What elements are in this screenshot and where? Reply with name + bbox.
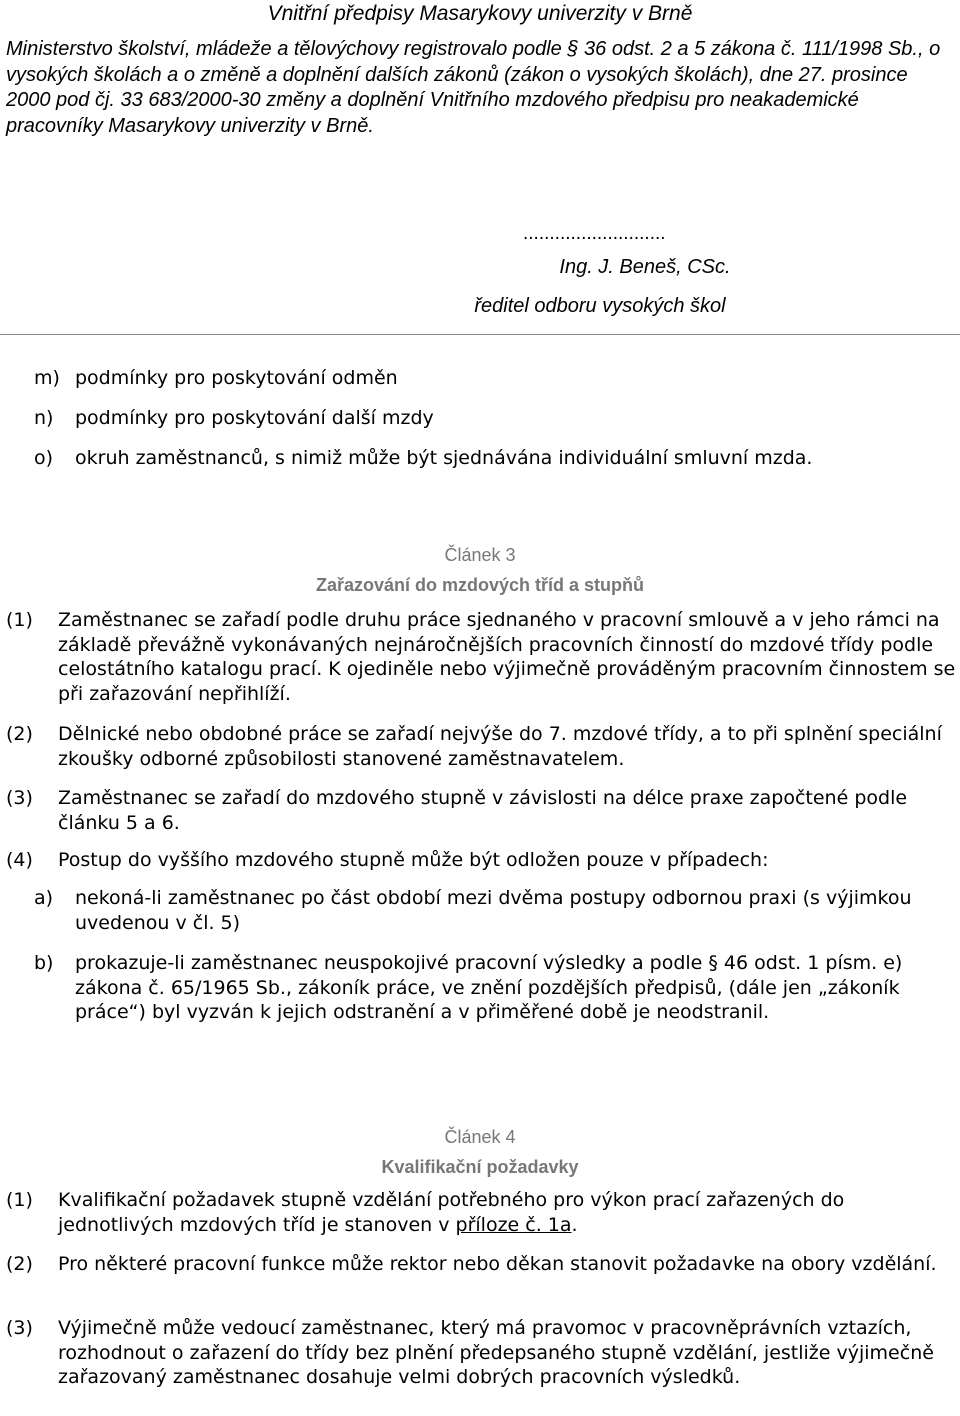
article-4-paragraph-1 xyxy=(6,1188,956,1237)
article-4-title: Kvalifikační požadavky xyxy=(381,1157,579,1177)
list-item-label: n) xyxy=(34,407,54,429)
list-item-label: m) xyxy=(34,367,60,389)
paragraph-text-end: . xyxy=(571,1213,578,1236)
article-4-paragraph-3 xyxy=(6,1316,956,1390)
paragraph-text: Výjimečně může vedoucí zaměstnanec, který má pravomoc v pracovněprávních vztazích, rozhodnout o zařazení do třídy bez plnění předepsaného stupně vzdělání, jestliže výjimečně zařazovaný zaměstnanec dosahuje velmi dobrých pracovních výsledků. xyxy=(58,1317,934,1388)
paragraph-number: (2) xyxy=(6,1253,33,1275)
registration-note: Ministerstvo školství, mládeže a tělovýchovy registrovalo podle § 36 odst. 2 a 5 zákona č. 111/1998 Sb., o vysokých školách a o změně a doplnění dalších zákonů (zákon o vysokých školách), dne 27. prosince 2000 pod čj. 33 683/2000-30 změny a doplnění Vnitřního mzdového předpisu pro neakademické pracovníky Masarykovy univerzity v Brně. xyxy=(6,38,941,137)
paragraph-number: (3) xyxy=(6,787,33,809)
article-3-paragraph-3 xyxy=(6,786,956,835)
article-3-subitem-b xyxy=(34,951,954,1025)
list-item xyxy=(34,406,954,446)
paragraph-text: Dělnické nebo obdobné práce se zařadí nejvýše do 7. mzdové třídy, a to při splnění speciální zkoušky odborné způsobilosti stanovené zaměstnavatelem. xyxy=(58,723,942,770)
list-item-text: podmínky pro poskytování další mzdy xyxy=(75,407,434,429)
paragraph-number: (1) xyxy=(6,1189,33,1211)
signature-line: ........................... xyxy=(523,223,666,244)
article-3-paragraph-4 xyxy=(6,848,956,873)
paragraph-number: (1) xyxy=(6,609,33,631)
article-4-number: Článek 4 xyxy=(444,1127,516,1147)
paragraph-text: Pro některé pracovní funkce může rektor nebo děkan stanovit požadavke na obory vzdělání. xyxy=(58,1253,937,1275)
signatory-role: ředitel odboru vysokých škol xyxy=(474,295,726,317)
paragraph-number: (3) xyxy=(6,1317,33,1339)
list-item-label: o) xyxy=(34,447,54,469)
paragraph-text xyxy=(58,1188,956,1237)
paragraph-text: Postup do vyššího mzdového stupně může být odložen pouze v případech: xyxy=(58,849,769,871)
article-4-paragraph-2 xyxy=(6,1252,956,1277)
subitem-label: a) xyxy=(34,887,54,909)
paragraph-text: Zaměstnanec se zařadí do mzdového stupně v závislosti na délce praxe započtené podle článku 5 a 6. xyxy=(58,787,908,834)
list-item xyxy=(34,446,954,486)
paragraph-text-main: Kvalifikační požadavek stupně vzdělání potřebného pro výkon prací zařazených do jednotlivých mzdových tříd je stanoven v xyxy=(58,1189,845,1236)
list-item xyxy=(34,366,954,406)
section-divider xyxy=(0,334,960,335)
list-item-text: podmínky pro poskytování odměn xyxy=(75,367,398,389)
article-3-paragraph-2 xyxy=(6,722,956,771)
article-3-subitem-a xyxy=(34,886,954,935)
paragraph-text: Zaměstnanec se zařadí podle druhu práce sjednaného v pracovní smlouvě a v jeho rámci na základě převážně vykonávaných nejnáročnějších pracovních činností do mzdové třídy podle celostátního katalogu prací. K ojediněle nebo výjimečně prováděným pracovním činnostem se při zařazování nepřihlíží. xyxy=(58,609,956,705)
signatory-name: Ing. J. Beneš, CSc. xyxy=(559,256,731,278)
article-3-title: Zařazování do mzdových tříd a stupňů xyxy=(315,575,645,595)
annex-1a-link[interactable]: příloze č. 1a xyxy=(455,1213,572,1236)
list-item-text: okruh zaměstnanců, s nimiž může být sjednávána individuální smluvní mzda. xyxy=(75,447,813,469)
article-3-paragraph-1 xyxy=(6,608,956,706)
subitem-label: b) xyxy=(34,952,54,974)
page-header-title: Vnitřní předpisy Masarykovy univerzity v Brně xyxy=(267,2,693,25)
subitem-text: nekoná-li zaměstnanec po část období mezi dvěma postupy odbornou praxi (s výjimkou uvedenou v čl. 5) xyxy=(75,887,912,934)
paragraph-number: (4) xyxy=(6,849,33,871)
subitem-text: prokazuje-li zaměstnanec neuspokojivé pracovní výsledky a podle § 46 odst. 1 písm. e) zákona č. 65/1965 Sb., zákoník práce, ve znění pozdějších předpisů, (dále jen „zákoník práce“) byl vyzván k jejich odstranění a v přiměřené době je neodstranil. xyxy=(75,952,903,1023)
paragraph-number: (2) xyxy=(6,723,33,745)
article-3-number: Článek 3 xyxy=(444,545,516,565)
list-mno xyxy=(34,366,954,486)
